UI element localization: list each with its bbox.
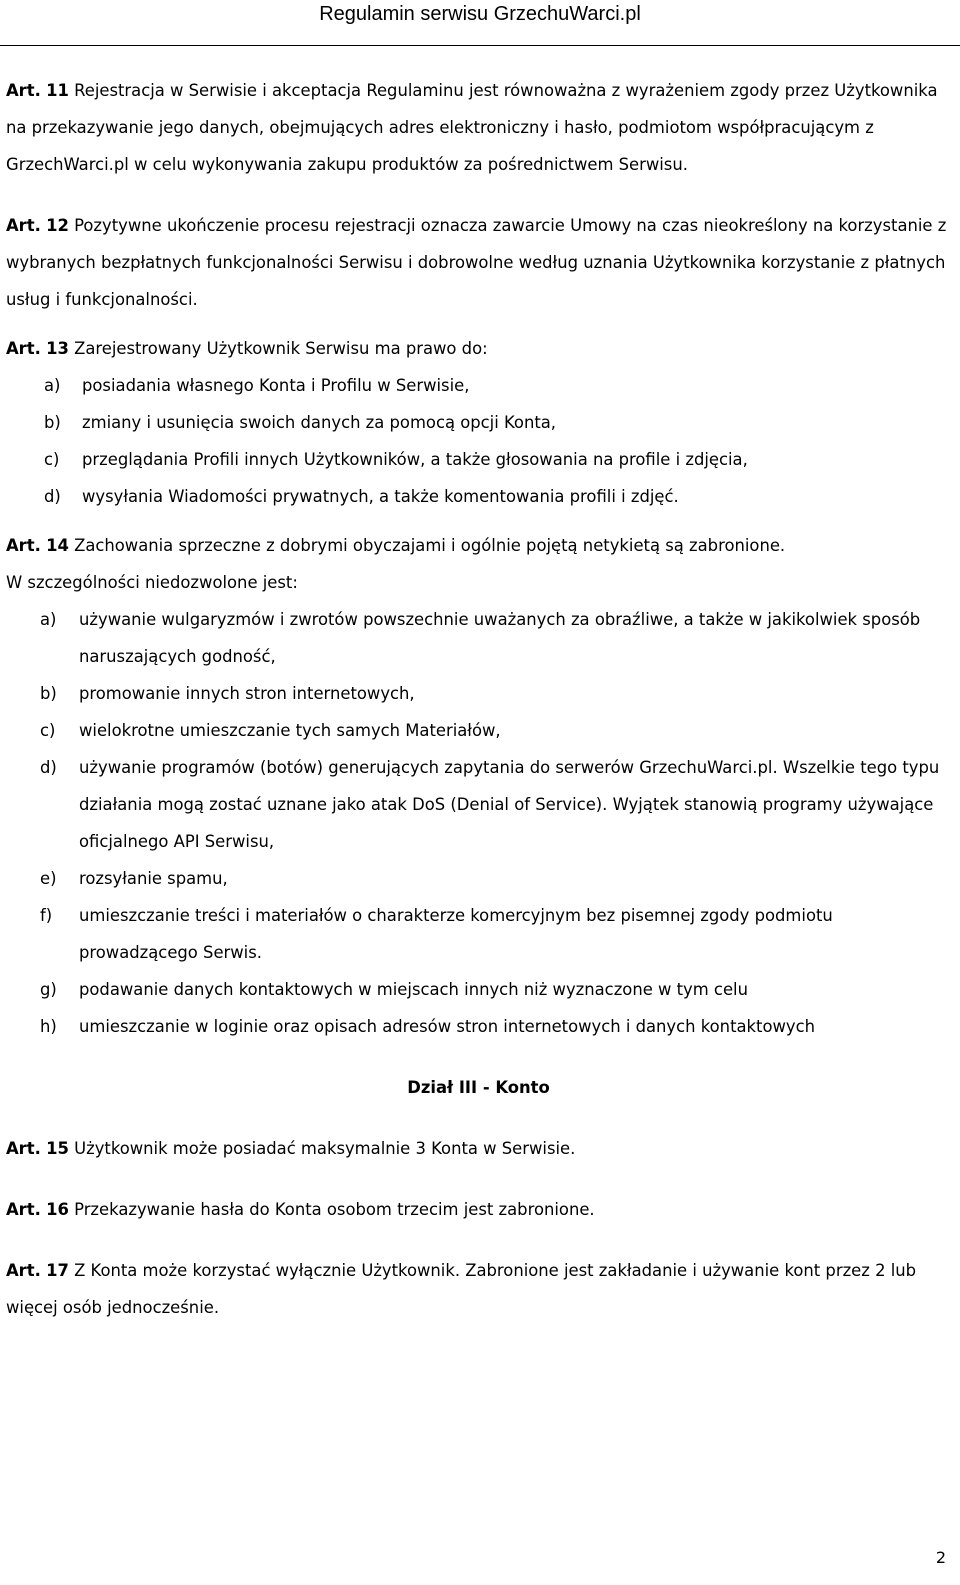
list-marker: h) bbox=[40, 1017, 57, 1036]
article-number: 16 bbox=[46, 1200, 69, 1219]
article-number: 13 bbox=[46, 339, 69, 358]
article-14-intro: W szczególności niedozwolone jest: bbox=[6, 573, 298, 592]
article-text: Zachowania sprzeczne z dobrymi obyczajami i ogólnie pojętą netykietą są zabronione. bbox=[74, 536, 786, 555]
spacer bbox=[6, 1228, 951, 1252]
article-text: Zarejestrowany Użytkownik Serwisu ma prawo do: bbox=[74, 339, 488, 358]
list-item-text: promowanie innych stron internetowych, bbox=[79, 684, 415, 703]
article-13 bbox=[6, 330, 951, 367]
list-marker: a) bbox=[40, 610, 57, 629]
page-header bbox=[0, 0, 960, 46]
list-item bbox=[6, 601, 951, 675]
list-item bbox=[6, 897, 951, 971]
list-item bbox=[6, 749, 951, 860]
article-number: 15 bbox=[46, 1139, 69, 1158]
article-14-list bbox=[6, 601, 951, 1045]
spacer bbox=[6, 318, 951, 330]
article-14 bbox=[6, 527, 951, 564]
article-number: 17 bbox=[46, 1261, 69, 1280]
list-item-text: wielokrotne umieszczanie tych samych Materiałów, bbox=[79, 721, 501, 740]
list-item bbox=[6, 404, 951, 441]
list-item-text: zmiany i usunięcia swoich danych za pomocą opcji Konta, bbox=[82, 413, 557, 432]
list-marker: d) bbox=[44, 487, 61, 506]
article-label: Art. bbox=[6, 1139, 41, 1158]
header-divider bbox=[0, 45, 960, 46]
spacer bbox=[6, 1167, 951, 1191]
article-text: Rejestracja w Serwisie i akceptacja Regulaminu jest równoważna z wyrażeniem zgody przez Użytkownika na przekazywanie jego danych, obejmujących adres elektroniczny i hasło, podmiotom współpracującym z GrzechWarci.pl w celu wykonywania zakupu produktów za pośrednictwem Serwisu. bbox=[6, 81, 938, 174]
list-item bbox=[6, 860, 951, 897]
list-item-text: wysyłania Wiadomości prywatnych, a także komentowania profili i zdjęć. bbox=[82, 487, 679, 506]
article-15 bbox=[6, 1130, 951, 1167]
section-heading: Dział III - Konto bbox=[407, 1078, 550, 1097]
article-label: Art. bbox=[6, 81, 41, 100]
list-marker: a) bbox=[44, 376, 61, 395]
list-marker: f) bbox=[40, 906, 53, 925]
article-16 bbox=[6, 1191, 951, 1228]
list-item bbox=[6, 441, 951, 478]
list-item bbox=[6, 367, 951, 404]
list-item-text: posiadania własnego Konta i Profilu w Serwisie, bbox=[82, 376, 470, 395]
list-marker: c) bbox=[44, 450, 60, 469]
article-text: Użytkownik może posiadać maksymalnie 3 Konta w Serwisie. bbox=[74, 1139, 576, 1158]
article-label: Art. bbox=[6, 216, 41, 235]
page-number: 2 bbox=[935, 1548, 946, 1567]
list-item-text: umieszczanie w loginie oraz opisach adresów stron internetowych i danych kontaktowych bbox=[79, 1017, 815, 1036]
article-number: 14 bbox=[46, 536, 69, 555]
spacer bbox=[6, 1106, 951, 1130]
article-number: 11 bbox=[46, 81, 69, 100]
list-marker: g) bbox=[40, 980, 57, 999]
article-text: Przekazywanie hasła do Konta osobom trzecim jest zabronione. bbox=[74, 1200, 595, 1219]
list-item bbox=[6, 675, 951, 712]
list-marker: c) bbox=[40, 721, 56, 740]
spacer bbox=[6, 1045, 951, 1069]
article-label: Art. bbox=[6, 536, 41, 555]
spacer bbox=[6, 183, 951, 207]
article-text: Pozytywne ukończenie procesu rejestracji oznacza zawarcie Umowy na czas nieokreślony na korzystanie z wybranych bezpłatnych funkcjonalności Serwisu i dobrowolne według uznania Użytkownika korzystanie z płatnych usług i funkcjonalności. bbox=[6, 216, 947, 309]
list-marker: d) bbox=[40, 758, 57, 777]
list-item-text: podawanie danych kontaktowych w miejscach innych niż wyznaczone w tym celu bbox=[79, 980, 748, 999]
article-label: Art. bbox=[6, 339, 41, 358]
spacer bbox=[6, 515, 951, 527]
list-item bbox=[6, 1008, 951, 1045]
list-item-text: umieszczanie treści i materiałów o charakterze komercyjnym bez pisemnej zgody podmiotu prowadzącego Serwis. bbox=[79, 906, 833, 962]
document-body bbox=[6, 72, 951, 1326]
article-text: Z Konta może korzystać wyłącznie Użytkownik. Zabronione jest zakładanie i używanie kont przez 2 lub więcej osób jednocześnie. bbox=[6, 1261, 917, 1317]
list-item-text: używanie programów (botów) generujących zapytania do serwerów GrzechuWarci.pl. Wszelkie tego typu działania mogą zostać uznane jako atak DoS (Denial of Service). Wyjątek stanowią programy używające oficjalnego API Serwisu, bbox=[79, 758, 940, 851]
list-item bbox=[6, 971, 951, 1008]
header-title: Regulamin serwisu GrzechuWarci.pl bbox=[319, 3, 641, 25]
list-item-text: rozsyłanie spamu, bbox=[79, 869, 228, 888]
list-item-text: przeglądania Profili innych Użytkowników, a także głosowania na profile i zdjęcia, bbox=[82, 450, 748, 469]
list-item bbox=[6, 478, 951, 515]
list-item-text: używanie wulgaryzmów i zwrotów powszechnie uważanych za obraźliwe, a także w jakikolwiek sposób naruszających godność, bbox=[79, 610, 921, 666]
article-label: Art. bbox=[6, 1200, 41, 1219]
article-number: 12 bbox=[46, 216, 69, 235]
list-marker: b) bbox=[44, 413, 61, 432]
list-item bbox=[6, 712, 951, 749]
article-12 bbox=[6, 207, 951, 318]
article-11 bbox=[6, 72, 951, 183]
article-label: Art. bbox=[6, 1261, 41, 1280]
article-17 bbox=[6, 1252, 951, 1326]
list-marker: b) bbox=[40, 684, 57, 703]
list-marker: e) bbox=[40, 869, 57, 888]
article-13-list bbox=[6, 367, 951, 515]
